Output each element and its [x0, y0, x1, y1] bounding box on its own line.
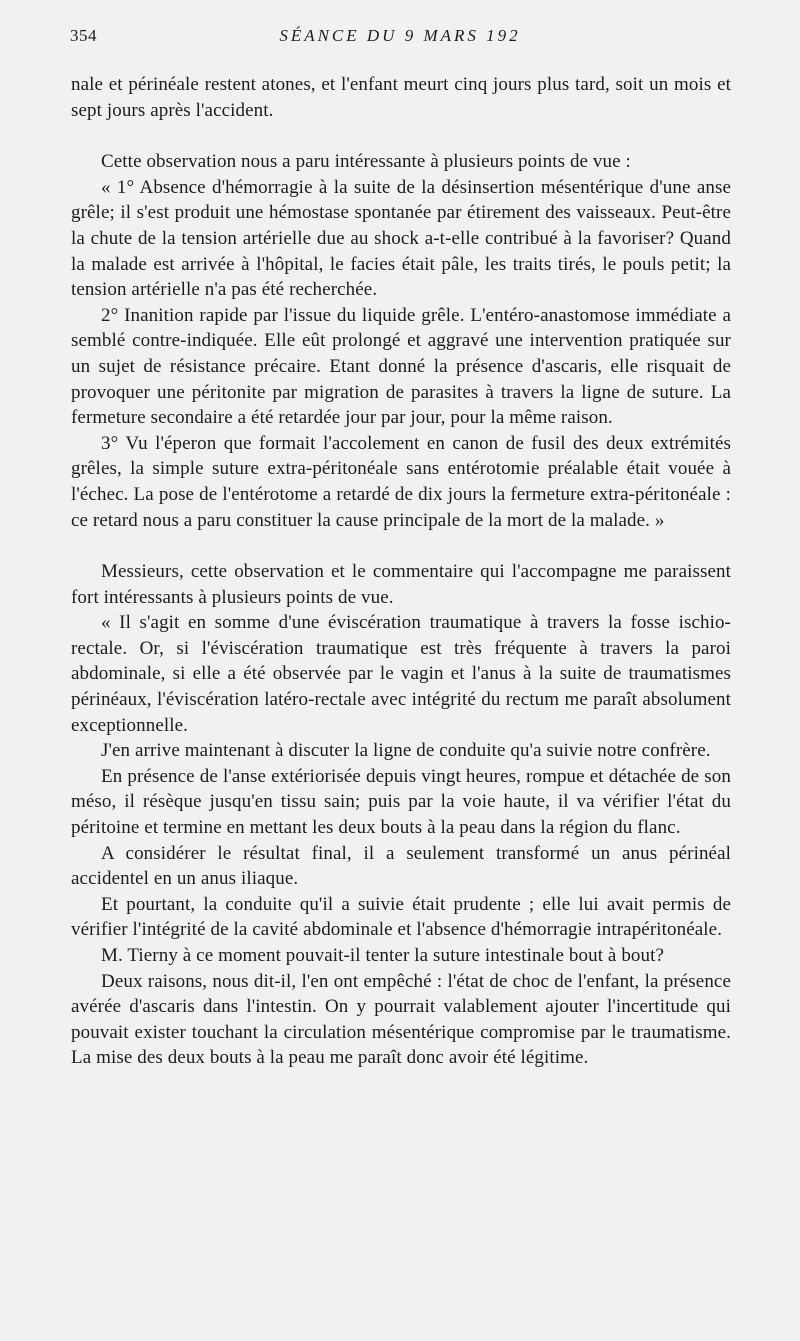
running-head: SÉANCE DU 9 MARS 192 [279, 26, 521, 45]
paragraph: Cette observation nous a paru intéressante à plusieurs points de vue : [101, 151, 631, 173]
paragraph: Deux raisons, nous dit-il, l'en ont empêché : l'état de choc de l'enfant, la présence avérée d'ascaris dans l'intestin. On y pourrait valablement ajouter l'incertitude qui pouvait exister touchant la circulation mésentérique compromise par le traumatisme. La mise des deux bouts à la peau me paraît donc avoir été légitime. [71, 970, 731, 1069]
paragraph: M. Tierny à ce moment pouvait-il tenter la suture intestinale bout à bout? [101, 945, 665, 966]
paragraph: A considérer le résultat final, il a seulement transformé un anus périnéal accidentel en un anus iliaque. [71, 842, 731, 890]
paragraph: « 1° Absence d'hémorragie à la suite de la désinsertion mésentérique d'une anse grêle; il s'est produit une hémostase spontanée par étirement des vaisseaux. Peut-être la chute de la tension artérielle due au shock a-t-elle contribué à la favoriser? Quand la malade est arrivée à l'hôpital, le facies était pâle, les traits tirés, le pouls petit; la tension artérielle n'a pas été recherchée. [71, 176, 731, 301]
paragraph: « Il s'agit en somme d'une éviscération traumatique à travers la fosse ischio-rectale. Or, si l'éviscération traumatique est très fréquente à travers la paroi abdominale, si elle a été observée par le vagin et l'anus à la suite de traumatismes périnéaux, l'éviscération latéro-rectale avec intégrité du rectum me paraît absolument exceptionnelle. [71, 612, 731, 736]
paragraph: En présence de l'anse extériorisée depuis vingt heures, rompue et détachée de son méso, il résèque jusqu'en tissu sain; puis par la voie haute, il va vérifier l'état du péritoine et termine en mettant les deux bouts à la peau dans la région du flanc. [71, 765, 731, 839]
paragraph: J'en arrive maintenant à discuter la ligne de conduite qu'a suivie notre confrère. [101, 740, 711, 762]
paragraph: 2° Inanition rapide par l'issue du liquide grêle. L'entéro-anastomose immédiate a semblé contre-indiquée. Elle eût prolongé et aggravé une intervention pratiquée sur un sujet de résistance précaire. Etant donné la présence d'ascaris, elle risquait de provoquer une péritonite par migration de parasites à travers la ligne de suture. La fermeture secondaire a été retardée jour par jour, pour la même raison. [71, 304, 731, 429]
paragraph: nale et périnéale restent atones, et l'enfant meurt cinq jours plus tard, soit un mois et sept jours après l'accident. [71, 74, 731, 121]
page-body [71, 72, 731, 1071]
paragraph: Et pourtant, la conduite qu'il a suivie était prudente ; elle lui avait permis de vérifier l'intégrité de la cavité abdominale et l'absence d'hémorragie intrapéritonéale. [71, 893, 731, 941]
page-header [70, 26, 730, 56]
paragraph-gap [71, 123, 731, 149]
paragraph-gap [71, 533, 731, 559]
paragraph: 3° Vu l'éperon que formait l'accolement en canon de fusil des deux extrémités grêles, la simple suture extra-péritonéale sans entérotomie préalable était vouée à l'échec. La pose de l'entérotome a retardé de dix jours la fermeture extra-péritonéale : ce retard nous a paru constituer la cause principale de la mort de la malade. » [71, 432, 731, 531]
paragraph: Messieurs, cette observation et le commentaire qui l'accompagne me paraissent fort intéressants à plusieurs points de vue. [71, 561, 731, 608]
page-number: 354 [70, 26, 97, 45]
